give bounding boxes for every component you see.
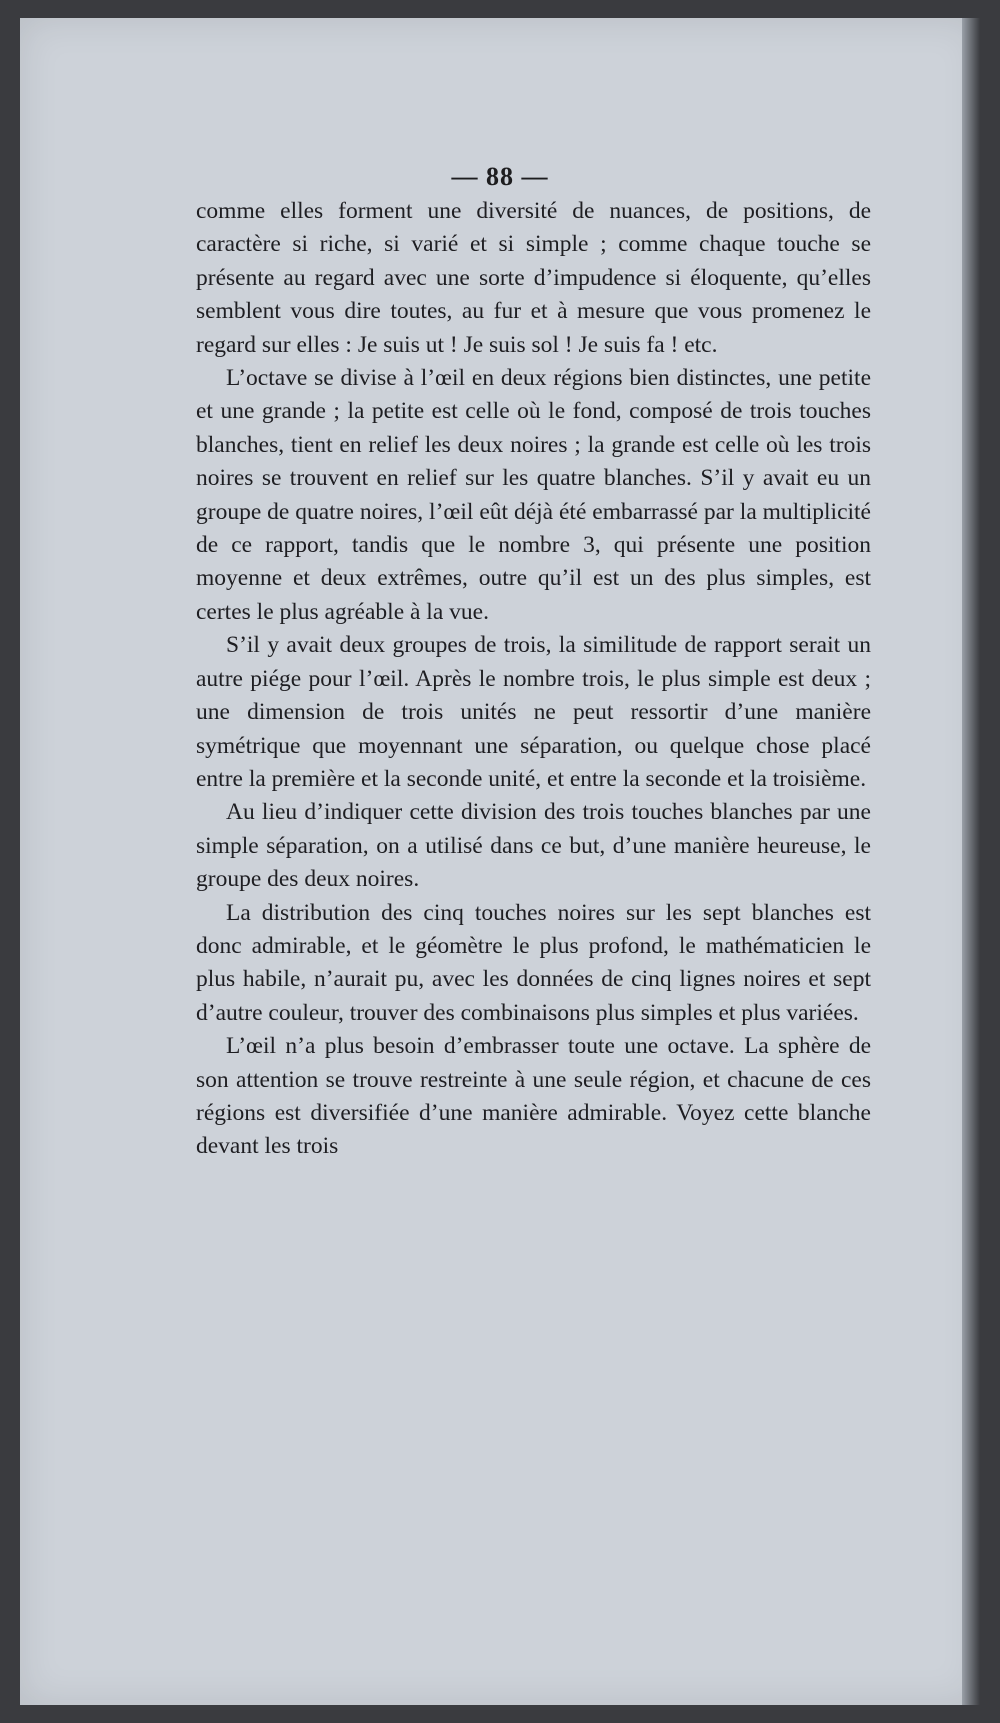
paragraph: La distribution des cinq touches noires sur les sept blanches est donc admirable, et le géomètre le plus profond, le mathématicien le plus habile, n’aurait pu, avec les données de cinq lignes noires et sept d’autre couleur, trouver des combinaisons plus simples et plus variées.: [196, 899, 871, 1026]
paragraph: L’œil n’a plus besoin d’embrasser toute une octave. La sphère de son attention se trouve restreinte à une seule région, et chacune de ces régions est diversifiée d’une manière admirable. Voyez cette blanche devant les trois: [196, 1033, 871, 1160]
paragraph: comme elles forment une diversité de nuances, de positions, de caractère si riche, si varié et si simple ; comme chaque touche se présente au regard avec une sorte d’impudence si éloquente, qu’elles semblent vous dire toutes, au fur et à mesure que vous promenez le regard sur elles : Je suis ut ! Je suis sol ! Je suis fa ! etc.: [196, 198, 871, 358]
paragraph: S’il y avait deux groupes de trois, la similitude de rapport serait un autre piége pour l’œil. Après le nombre trois, le plus simple est deux ; une dimension de trois unités ne peut ressortir d’une manière symétrique que moyennant une séparation, ou quelque chose placé entre la première et la seconde unité, et entre la seconde et la troisième.: [196, 632, 871, 792]
page-number: — 88 —: [451, 162, 549, 191]
page-edge: [962, 18, 980, 1705]
paragraph: L’octave se divise à l’œil en deux régions bien distinctes, une petite et une grande ; la petite est celle où le fond, composé de trois touches blanches, tient en relief les deux noires ; la grande est celle où les trois noires se trouvent en relief sur les quatre blanches. S’il y avait eu un groupe de quatre noires, l’œil eût déjà été embarrassé par la multiplicité de ce rapport, tandis que le nombre 3, qui présente une position moyenne et deux extrêmes, outre qu’il est un des plus simples, est certes le plus agréable à la vue.: [196, 365, 871, 625]
paragraph: Au lieu d’indiquer cette division des trois touches blanches par une simple séparation, on a utilisé dans ce but, d’une manière heureuse, le groupe des deux noires.: [196, 799, 871, 893]
body-text: [196, 195, 871, 1164]
